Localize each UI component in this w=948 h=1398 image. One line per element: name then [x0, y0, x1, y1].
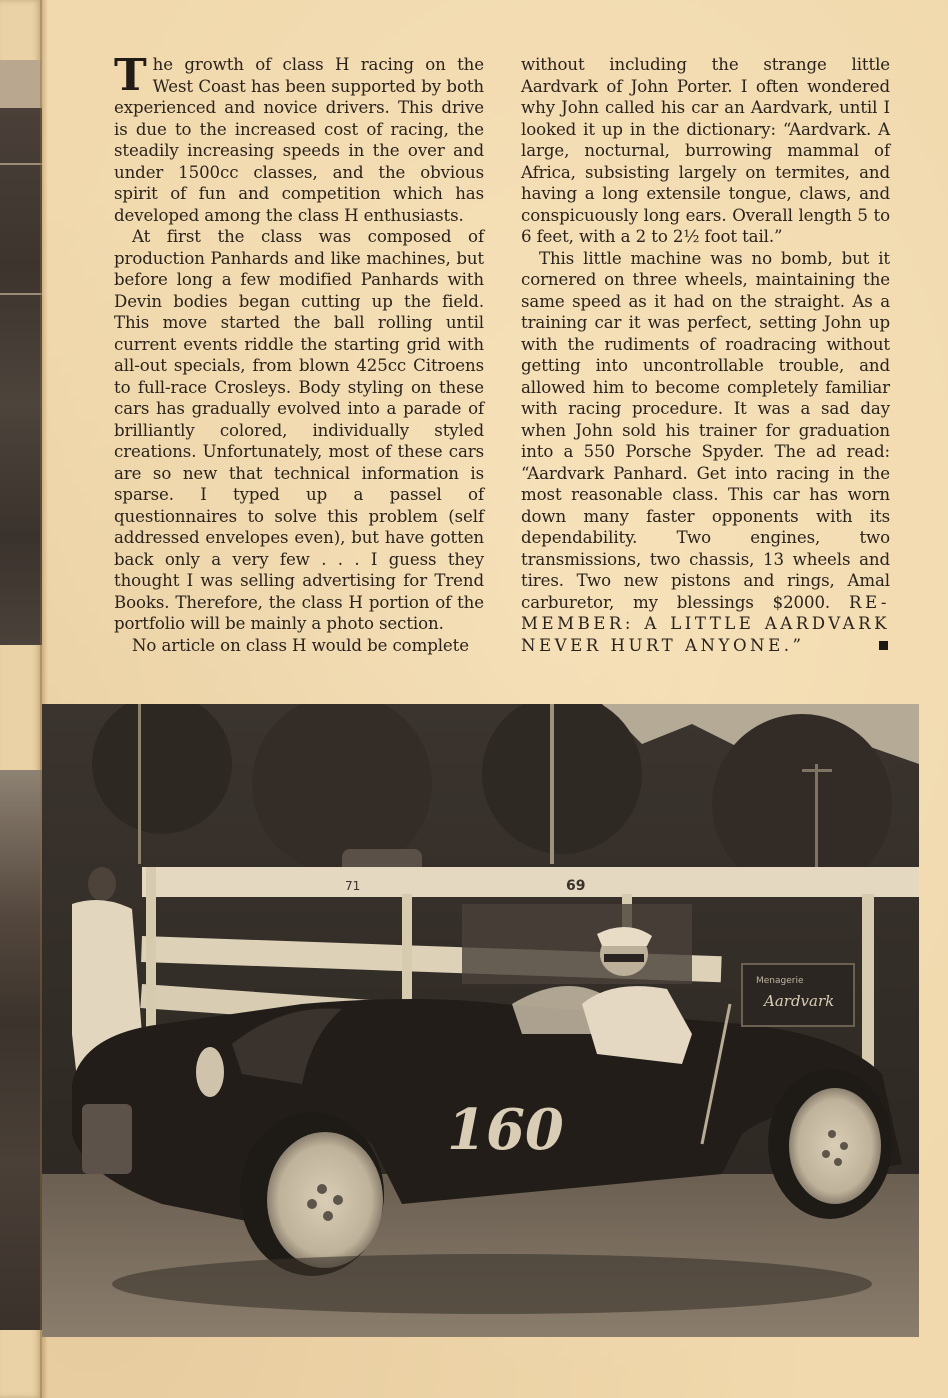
closing-caps-text: RE-MEMBER: A LITTLE AARDVARK NEVER HURT ANYONE.” — [521, 592, 890, 655]
rear-wheel-hub — [789, 1088, 881, 1204]
utility-pole — [815, 764, 818, 874]
standing-man-head — [88, 867, 116, 901]
race-car-photo — [42, 704, 919, 1337]
fence-marker: 69 — [566, 878, 586, 894]
fence-marker: 71 — [345, 879, 361, 893]
facing-page-edge — [0, 0, 42, 1398]
headlight — [196, 1047, 224, 1097]
article-paragraph: At first the class was composed of production Panhards and like machines, but before long a few modified Panhards with Devin bodies began cutting up the field. This move started the ball rolling until current events riddle the starting grid with all-out specials, from blown 425cc Citroens to full-race Crosleys. Body styling on these cars has gradually evolved into a parade of brilliantly colored, individually styled creations. Unfortunately, most of these cars are so new that technical information is sparse. I typed up a passel of questionnaires to solve this problem (self addressed envelopes even), but have gotten back only a very few . . . I guess they thought I was selling advertising for Trend Books. Therefore, the class H portion of the portfolio will be mainly a photo section. — [114, 227, 484, 633]
car-number: 160 — [447, 1097, 564, 1163]
sign-line-2: Aardvark — [764, 992, 835, 1010]
pole — [138, 704, 141, 864]
pole — [550, 704, 554, 864]
facing-page-photo-top — [0, 60, 42, 110]
paragraph-text: he growth of class H racing on the West Coast has been supported by both experienced and novice drivers. This drive is due to the increased cost of racing, the steadily increasing speeds in the over and under 1500cc classes, and the obvious spirit of fun and competition which has developed among the class H enthusiasts. — [114, 55, 484, 225]
front-wheel-hub — [267, 1132, 383, 1268]
fence-top-rail — [142, 867, 919, 897]
grille — [82, 1104, 132, 1174]
facing-page-photo-bottom — [0, 770, 42, 1330]
article-column-right — [521, 54, 890, 656]
car-shadow — [112, 1254, 872, 1314]
end-mark-icon — [879, 641, 888, 650]
facing-page-photo-middle — [0, 108, 42, 645]
article-paragraph — [521, 248, 890, 657]
article-column-left — [114, 50, 484, 656]
photo-illustration — [42, 704, 919, 1337]
drop-cap: T — [114, 50, 147, 101]
driver-sunglasses — [604, 954, 644, 962]
paragraph-text: This little machine was no bomb, but it cornered on three wheels, maintaining the same speed as it had on the straight. As a training car it was perfect, setting John up with the rudiments of roadracing without getting into uncontrollable trouble, and allowed him to become completely familiar with racing procedure. It was a sad day when John sold his trainer for graduation into a 550 Porsche Spyder. The ad read: “Aardvark Panhard. Get into racing in the most reasonable class. This car has worn down many faster opponents with its dependability. Two engines, two transmissions, two chassis, 13 wheels and tires. Two new pistons and rings, Amal carburetor, my blessings $2000. — [521, 248, 890, 612]
article-paragraph: No article on class H would be complete — [132, 635, 469, 655]
article-paragraph — [114, 50, 484, 226]
sign-line-1: Menagerie — [756, 976, 804, 986]
article-paragraph: without including the strange little Aardvark of John Porter. I often wondered why John called his car an Aardvark, until I looked it up in the dictionary: “Aardvark. A large, nocturnal, burrowing mammal of Africa, subsisting largely on termites, and having a long extensile tongue, claws, and conspicuously long ears. Overall length 5 to 6 feet, with a 2 to 2½ foot tail.” — [521, 55, 890, 246]
